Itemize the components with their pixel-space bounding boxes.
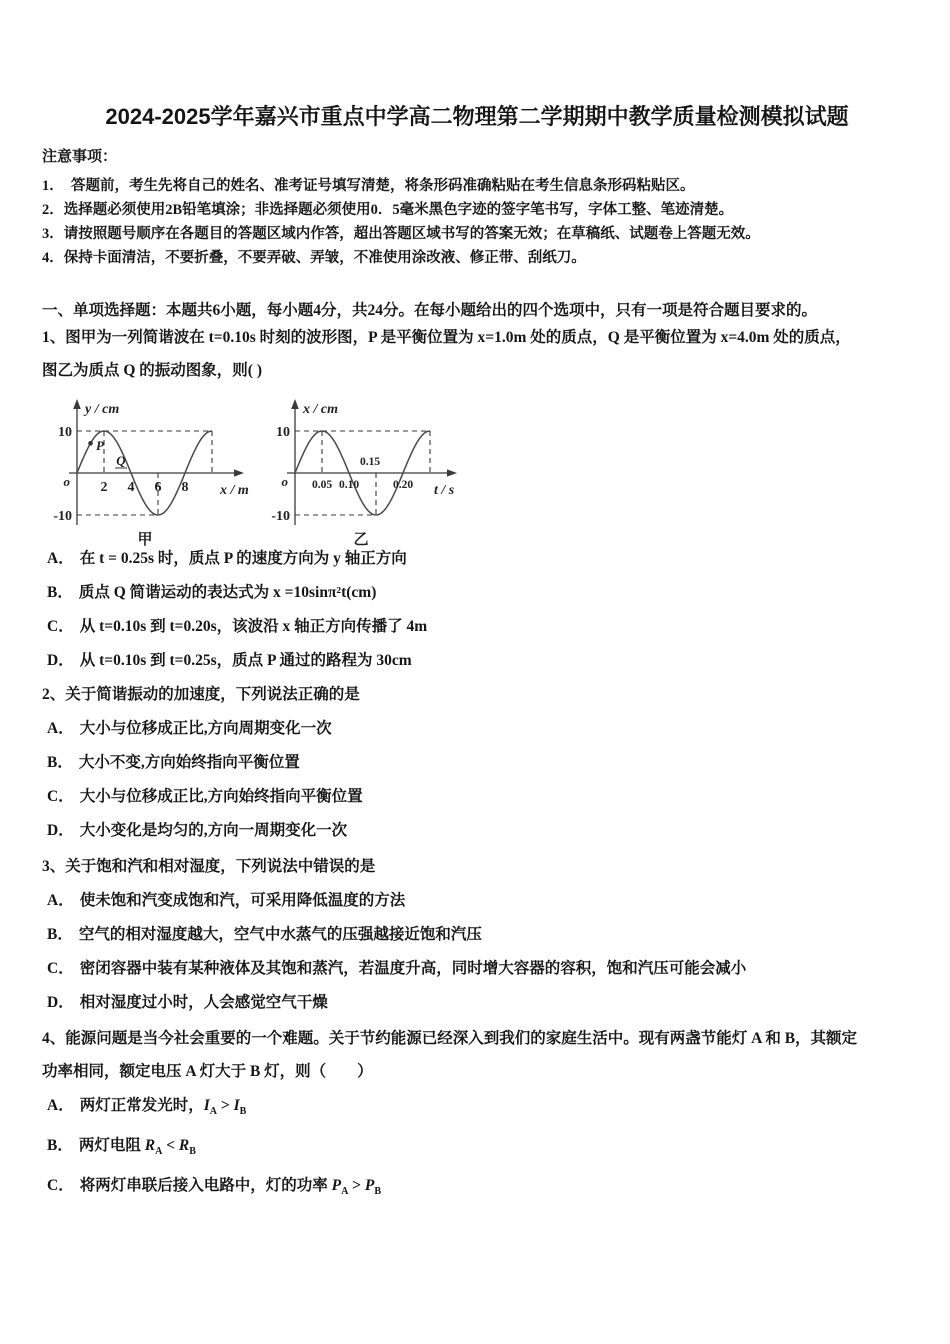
- point-P-marker: [88, 441, 93, 446]
- q2-option-a: [47, 719, 912, 739]
- t-tick-015: 0.15: [359, 456, 381, 468]
- tick-plus10: 10: [58, 425, 72, 440]
- option-label: D．: [47, 822, 74, 839]
- q3-option-c: [47, 959, 912, 979]
- t-tick-020: 0.20: [392, 479, 414, 491]
- q2-option-b: [47, 753, 912, 773]
- notice-item-4: 4．保持卡面清洁，不要折叠，不要弄破、弄皱，不准使用涂改液、修正带、刮纸刀。: [42, 250, 586, 266]
- q3-option-b: [47, 925, 912, 945]
- option-text: 大小与位移成正比,方向始终指向平衡位置: [79, 788, 363, 805]
- option-label: B．: [47, 754, 73, 771]
- variable: I: [233, 1097, 240, 1114]
- variable: P: [364, 1177, 375, 1195]
- x-axis-label: t / s: [434, 483, 455, 498]
- notice-item-3: 3．请按照题号顺序在各题目的答题区域内作答，超出答题区域书写的答案无效；在草稿纸、试题卷上答题无效。: [42, 226, 760, 242]
- question-2-stem: 2、关于简谐振动的加速度，下列说法正确的是: [42, 686, 360, 703]
- tick-plus10: 10: [276, 425, 290, 440]
- y-axis-arrow: [291, 399, 299, 409]
- relation: >: [348, 1177, 365, 1195]
- relation: >: [217, 1097, 234, 1114]
- option-label: D．: [47, 994, 74, 1011]
- option-label: C．: [47, 960, 74, 977]
- option-text: 空气的相对湿度越大，空气中水蒸气的压强越接近饱和汽压: [78, 926, 482, 943]
- tick-minus10: -10: [53, 509, 72, 524]
- vibration-graph-yi: [271, 395, 461, 547]
- q4-option-c: [47, 1176, 912, 1202]
- option-text: 两灯正常发光时，: [79, 1097, 204, 1114]
- q1-option-b: [47, 583, 912, 603]
- notice-item-2: 2．选择题必须使用2B铅笔填涂；非选择题必须使用0．5毫米黑色字迹的签字笔书写，字体工整、笔迹清楚。: [42, 202, 734, 218]
- option-label: C．: [47, 788, 74, 805]
- option-text: 大小与位移成正比,方向周期变化一次: [79, 720, 332, 737]
- x-axis-arrow: [234, 469, 244, 476]
- page-title: 2024-2025学年嘉兴市重点中学高二物理第二学期期中教学质量检测模拟试题: [105, 104, 849, 129]
- x-tick-4: 4: [127, 480, 135, 495]
- option-text: 密闭容器中装有某种液体及其饱和蒸汽，若温度升高，同时增大容器的容积，饱和汽压可能会减小: [79, 960, 747, 977]
- notice-heading: 注意事项：: [42, 149, 118, 165]
- question-3: [42, 857, 912, 1013]
- question-4: [42, 1029, 912, 1202]
- variable: R: [178, 1137, 190, 1155]
- question-4-stem-line1: 4、能源问题是当今社会重要的一个难题。关于节约能源已经深入到我们的家庭生活中。现有两盏节能灯 A 和 B，其额定: [42, 1030, 858, 1047]
- question-3-stem: 3、关于饱和汽和相对湿度，下列说法中错误的是: [42, 858, 376, 875]
- option-text: 使未饱和汽变成饱和汽，可采用降低温度的方法: [79, 892, 406, 909]
- x-axis-label: x / m: [220, 483, 249, 498]
- question-1-stem-line1: 1、图甲为一列简谐波在 t=0.10s 时刻的波形图，P 是平衡位置为 x=1.0m 处的质点，Q 是平衡位置为 x=4.0m 处的质点，: [42, 329, 851, 346]
- question-1: [42, 328, 912, 671]
- waveform-graph-jia: [45, 395, 255, 547]
- option-text: 相对湿度过小时，人会感觉空气干燥: [79, 994, 328, 1011]
- x-tick-2: 2: [100, 480, 108, 495]
- q2-option-d: [47, 821, 912, 841]
- variable: R: [144, 1137, 156, 1155]
- option-label: D．: [47, 652, 74, 669]
- tick-minus10: -10: [271, 509, 290, 524]
- option-label: C．: [47, 618, 74, 635]
- origin-label: o: [63, 474, 70, 489]
- section-heading: 一、单项选择题：本题共6小题，每小题4分，共24分。在每小题给出的四个选项中，只有一项是符合题目要求的。: [42, 302, 818, 319]
- q4-option-a: [47, 1096, 912, 1122]
- q1-option-c: [47, 617, 912, 637]
- option-label: A．: [47, 1097, 74, 1114]
- subscript: B: [189, 1146, 196, 1158]
- relation: <: [162, 1137, 179, 1155]
- point-P-label: P: [96, 438, 104, 453]
- option-text: 大小不变,方向始终指向平衡位置: [78, 754, 300, 771]
- question-1-figures: [45, 395, 912, 547]
- y-axis-arrow: [73, 399, 81, 409]
- notice-section: [42, 146, 912, 270]
- notice-item-1: 1． 答题前，考生先将自己的姓名、准考证号填写清楚，将条形码准确粘贴在考生信息条形码粘贴区。: [42, 178, 695, 194]
- question-2: [42, 685, 912, 841]
- option-text: 大小变化是均匀的,方向一周期变化一次: [79, 822, 348, 839]
- figure-yi-caption: 乙: [353, 532, 369, 547]
- option-label: B．: [47, 1137, 73, 1155]
- q1-option-d: [47, 651, 912, 671]
- option-text: 从 t=0.10s 到 t=0.25s，质点 P 通过的路程为 30cm: [79, 652, 412, 669]
- option-label: C．: [47, 1177, 74, 1195]
- option-label: A．: [47, 550, 74, 567]
- subscript: B: [374, 1186, 382, 1198]
- t-tick-005: 0.05: [311, 479, 333, 491]
- option-label: B．: [47, 584, 73, 601]
- y-axis-label: x / cm: [303, 402, 338, 417]
- q3-option-a: [47, 891, 912, 911]
- subscript: A: [155, 1146, 163, 1158]
- t-tick-010: 0.10: [338, 479, 360, 491]
- question-1-stem-line2: 图乙为质点 Q 的振动图象，则( ): [42, 362, 263, 379]
- y-axis-label: y / cm: [85, 402, 120, 417]
- subscript: B: [239, 1106, 247, 1118]
- option-label: A．: [47, 720, 74, 737]
- option-label: A．: [47, 892, 74, 909]
- option-text: 将两灯串联后接入电路中，灯的功率: [79, 1177, 332, 1195]
- q1-option-a: [47, 549, 912, 569]
- q2-option-c: [47, 787, 912, 807]
- figure-jia-caption: 甲: [137, 532, 153, 547]
- q3-option-d: [47, 993, 912, 1013]
- point-Q-label: Q: [116, 453, 126, 468]
- origin-label: o: [281, 474, 288, 489]
- q4-option-b: [47, 1136, 912, 1162]
- option-text: 质点 Q 简谐运动的表达式为 x =10sinπ²t(cm): [78, 584, 377, 601]
- variable: I: [203, 1097, 210, 1114]
- exam-paper: [0, 102, 950, 1344]
- option-text: 两灯电阻: [78, 1137, 145, 1155]
- x-axis-arrow: [447, 469, 457, 476]
- question-4-stem-line2: 功率相同，额定电压 A 灯大于 B 灯，则（ ）: [42, 1063, 373, 1080]
- subscript: A: [341, 1186, 349, 1198]
- x-tick-8: 8: [181, 480, 189, 495]
- option-text: 在 t = 0.25s 时，质点 P 的速度方向为 y 轴正方向: [79, 550, 407, 567]
- option-text: 从 t=0.10s 到 t=0.20s，该波沿 x 轴正方向传播了 4m: [79, 618, 428, 635]
- subscript: A: [209, 1106, 217, 1118]
- option-label: B．: [47, 926, 73, 943]
- x-tick-6: 6: [154, 480, 162, 495]
- variable: P: [331, 1177, 342, 1195]
